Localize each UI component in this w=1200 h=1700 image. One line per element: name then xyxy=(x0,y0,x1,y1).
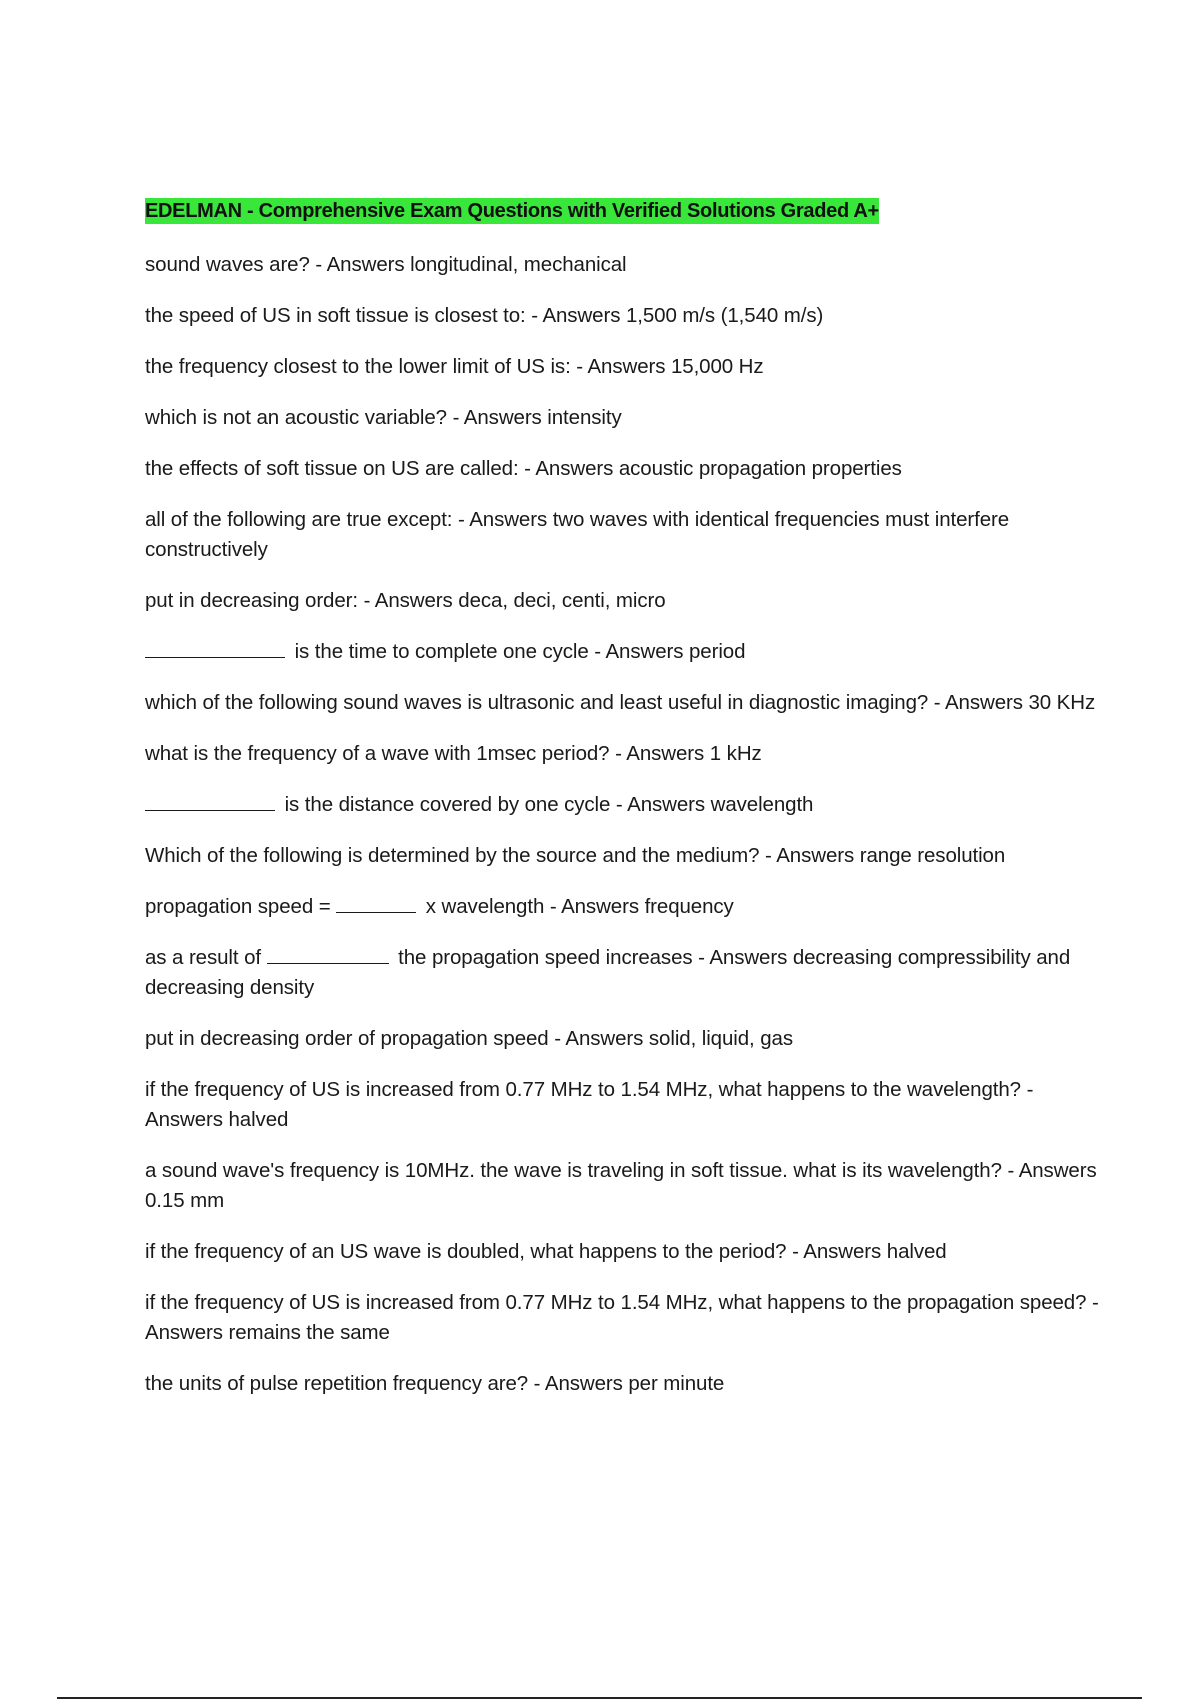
answer-separator: - xyxy=(1001,1159,1019,1182)
question-text: if the frequency of US is increased from 0.77 MHz to 1.54 MHz, what happens to the wavelength? xyxy=(145,1078,1021,1101)
answer-text: Answers 15,000 Hz xyxy=(587,355,764,378)
qa-item xyxy=(145,352,1105,382)
answer-separator: - xyxy=(609,742,627,765)
answer-separator: - xyxy=(1021,1078,1034,1101)
question-text: which is not an acoustic variable? xyxy=(145,406,447,429)
answer-text: Answers wavelength xyxy=(627,793,814,816)
fill-in-blank xyxy=(336,894,416,913)
answer-text: Answers halved xyxy=(145,1108,289,1131)
answer-text: Answers solid, liquid, gas xyxy=(565,1027,793,1050)
qa-item xyxy=(145,250,1105,280)
answer-separator: - xyxy=(525,304,543,327)
question-text: as a result of xyxy=(145,946,267,969)
qa-item xyxy=(145,301,1105,331)
question-text: what is the frequency of a wave with 1msec period? xyxy=(145,742,610,765)
question-text: the speed of US in soft tissue is closest to: xyxy=(145,304,526,327)
qa-item xyxy=(145,892,1105,922)
answer-text: Answers acoustic propagation properties xyxy=(535,457,902,480)
qa-item xyxy=(145,739,1105,769)
qa-item xyxy=(145,586,1105,616)
question-text: put in decreasing order: xyxy=(145,589,358,612)
answer-separator: - xyxy=(570,355,588,378)
qa-item xyxy=(145,1075,1105,1135)
answer-text: Answers deca, deci, centi, micro xyxy=(374,589,666,612)
answer-text: Answers 1 kHz xyxy=(626,742,762,765)
question-text: the effects of soft tissue on US are called: xyxy=(145,457,519,480)
qa-item xyxy=(145,454,1105,484)
answer-separator: - xyxy=(357,589,375,612)
qa-item xyxy=(145,1369,1105,1399)
question-text: put in decreasing order of propagation speed xyxy=(145,1027,549,1050)
question-text: x wavelength xyxy=(420,895,545,918)
fill-in-blank xyxy=(267,945,389,964)
answer-separator: - xyxy=(544,895,562,918)
question-text: if the frequency of an US wave is doubled, what happens to the period? xyxy=(145,1240,787,1263)
answer-separator: - xyxy=(518,457,536,480)
answer-text: Answers decreasing compressibility and decreasing density xyxy=(145,946,1071,999)
qa-item xyxy=(145,688,1105,718)
document-title: EDELMAN - Comprehensive Exam Questions with Verified Solutions Graded A+ xyxy=(145,200,879,222)
qa-item xyxy=(145,505,1105,565)
answer-text: Answers frequency xyxy=(561,895,734,918)
answer-separator: - xyxy=(528,1372,545,1395)
qa-item xyxy=(145,403,1105,433)
answer-separator: - xyxy=(928,691,945,714)
qa-item xyxy=(145,637,1105,667)
page-bottom-divider xyxy=(57,1697,1142,1699)
answer-text: Answers range resolution xyxy=(776,844,1006,867)
question-text: if the frequency of US is increased from 0.77 MHz to 1.54 MHz, what happens to the propagation speed? xyxy=(145,1291,1087,1314)
question-text: sound waves are? xyxy=(145,253,310,276)
document-content xyxy=(145,196,1105,1420)
answer-separator: - xyxy=(309,253,327,276)
answer-text: Answers intensity xyxy=(463,406,622,429)
answer-separator: - xyxy=(759,844,777,867)
question-text: all of the following are true except: xyxy=(145,508,453,531)
qa-item xyxy=(145,1156,1105,1216)
question-text: the propagation speed increases xyxy=(392,946,693,969)
question-text: propagation speed = xyxy=(145,895,337,918)
answer-text: Answers longitudinal, mechanical xyxy=(326,253,627,276)
fill-in-blank xyxy=(145,792,275,811)
question-text: is the time to complete one cycle xyxy=(289,640,589,663)
question-text: which of the following sound waves is ultrasonic and least useful in diagnostic imaging? xyxy=(145,691,929,714)
title-line xyxy=(145,196,1105,228)
answer-text: Answers 1,500 m/s (1,540 m/s) xyxy=(542,304,824,327)
qa-item xyxy=(145,1237,1105,1267)
qa-item xyxy=(145,790,1105,820)
answer-text: Answers per minute xyxy=(544,1372,725,1395)
answer-separator: - xyxy=(447,406,464,429)
question-text: is the distance covered by one cycle xyxy=(279,793,611,816)
qa-item xyxy=(145,943,1105,1003)
answer-separator: - xyxy=(610,793,628,816)
question-text: Which of the following is determined by the source and the medium? xyxy=(145,844,760,867)
question-text: the frequency closest to the lower limit of US is: xyxy=(145,355,571,378)
question-text: the units of pulse repetition frequency are? xyxy=(145,1372,529,1395)
qa-item xyxy=(145,1024,1105,1054)
qa-item xyxy=(145,841,1105,871)
answer-text: Answers remains the same xyxy=(145,1321,390,1344)
qa-item xyxy=(145,1288,1105,1348)
answer-separator: - xyxy=(588,640,606,663)
answer-separator: - xyxy=(548,1027,566,1050)
answer-text: Answers 30 KHz xyxy=(944,691,1096,714)
answer-separator: - xyxy=(452,508,470,531)
answer-separator: - xyxy=(692,946,710,969)
fill-in-blank xyxy=(145,639,285,658)
answer-text: Answers 0.15 mm xyxy=(145,1159,1097,1212)
answer-separator: - xyxy=(786,1240,804,1263)
answer-text: Answers period xyxy=(605,640,746,663)
question-text: a sound wave's frequency is 10MHz. the wave is traveling in soft tissue. what is its wavelength? xyxy=(145,1159,1002,1182)
answer-text: Answers halved xyxy=(803,1240,947,1263)
answer-text: Answers two waves with identical frequencies must interfere constructively xyxy=(145,508,1010,561)
answer-separator: - xyxy=(1086,1291,1099,1314)
